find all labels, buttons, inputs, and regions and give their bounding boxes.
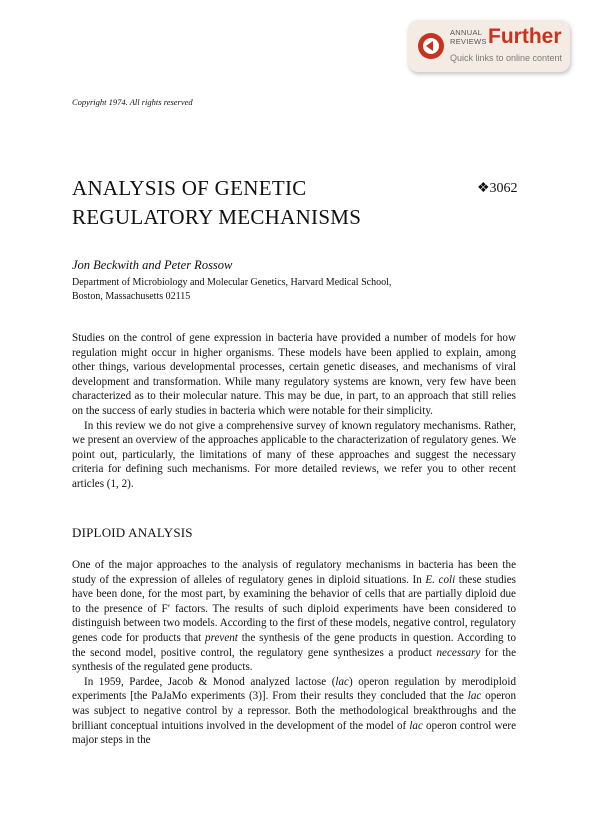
species-name: E. coli <box>425 573 456 586</box>
affiliation-line-1: Department of Microbiology and Molecular Genetics, Harvard Medical School, <box>72 277 392 288</box>
title-line-1: ANALYSIS OF GENETIC <box>72 176 307 200</box>
annual-reviews-logo-text <box>450 29 487 46</box>
text-run: the synthesis of the gene products in question. According to the second model, positive control, the regulatory gene synthesizes a product <box>72 631 516 659</box>
emphasis: necessary <box>436 646 481 659</box>
further-badge[interactable] <box>408 20 570 72</box>
section-text <box>72 558 516 748</box>
text-run: operon control were major steps in the <box>72 719 516 747</box>
section-paragraph-1 <box>72 558 516 675</box>
intro-paragraph-1: Studies on the control of gene expression in bacteria have provided a number of models for how regulation might occur in higher organisms. These models have been applied to explain, among other things, various developmental processes, certain genetic diseases, and mechanisms of viral development and transformation. While many regulatory systems are known, very few have been characterized as to their molecular nature. This may be due, in part, to an approach that still relies on the success of early studies in bacteria which were notable for their simplicity. <box>72 332 516 417</box>
gene-name: lac <box>335 675 349 688</box>
text-run: In 1959, Pardee, Jacob & Monod analyzed lactose ( <box>84 675 336 688</box>
badge-reviews: REVIEWS <box>450 36 487 46</box>
gene-name: lac <box>409 719 423 732</box>
intro-text <box>72 331 516 492</box>
emphasis: prevent <box>205 631 238 644</box>
play-back-icon <box>418 33 444 59</box>
article-number: ❖3062 <box>477 181 518 196</box>
text-run: One of the major approaches to the analysis of regulatory mechanisms in bacteria has been the study of the expression of alleles of regulatory genes in diploid situations. In <box>72 559 516 586</box>
gene-name: lac <box>467 690 482 703</box>
text-run: operon was subject to negative control by a repressor. Both the methodological breakthroughs and the brilliant conceptual intuitions involved in the development of the model of <box>72 690 516 732</box>
badge-further-label: Further <box>488 25 562 48</box>
title-line-2: REGULATORY MECHANISMS <box>72 205 362 229</box>
copyright-line: Copyright 1974. All rights reserved <box>72 97 193 107</box>
intro-paragraph-2: In this review we do not give a comprehensive survey of known regulatory mechanisms. Rather, we present an overview of the approaches applicable to the characterization of regulatory genes. We point out, particularly, the limitations of many of these approaches and suggest the necessary criteria for defining such mechanisms. For more detailed reviews, we refer you to other recent articles (1, 2). <box>72 419 516 490</box>
authors: Jon Beckwith and Peter Rossow <box>72 258 233 272</box>
affiliation-line-2: Boston, Massachusetts 02115 <box>72 291 191 302</box>
section-heading: DIPLOID ANALYSIS <box>72 525 193 540</box>
section-paragraph-2 <box>72 675 516 748</box>
article-title <box>72 174 361 232</box>
text-run: for the synthesis of the regulated gene products. <box>72 646 516 674</box>
badge-annual: ANNUAL <box>450 28 483 37</box>
badge-subtitle: Quick links to online content <box>450 53 563 63</box>
text-run: ) operon regulation by merodiploid experiments [the PaJaMo experiments (3)]. From their results they concluded that the <box>72 675 516 703</box>
affiliation <box>72 276 492 304</box>
text-run: these studies have been done, for the most part, by examining the behavior of cells that are partially diploid due to the presence of F′ factors. The results of such diploid experiments have been considered to distinguish between two models. According to the first of these models, negative control, regulatory genes code for products that <box>72 573 516 644</box>
